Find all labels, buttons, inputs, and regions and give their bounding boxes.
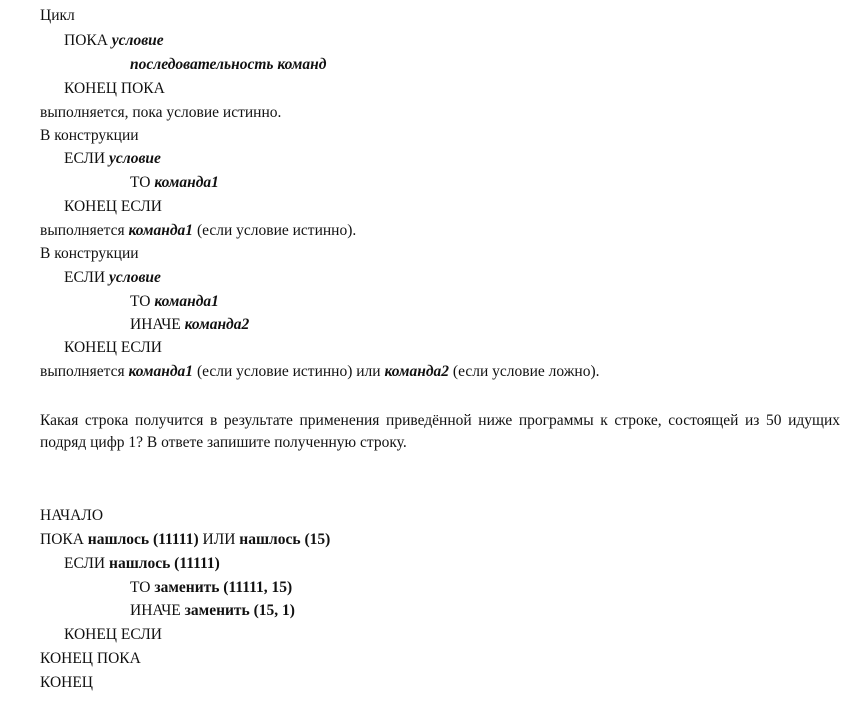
loop-body-line: последовательность команд (130, 56, 327, 73)
if2-intro: В конструкции (40, 245, 139, 262)
program-end-if: КОНЕЦ ЕСЛИ (64, 626, 163, 643)
if2-description: выполняется команда1 (если условие истинно) или команда2 (если условие ложно). (40, 363, 600, 380)
if1-description: выполняется команда1 (если условие истинно). (40, 222, 357, 239)
loop-description: выполняется, пока условие истинно. (40, 104, 282, 121)
if2-end-line: КОНЕЦ ЕСЛИ (64, 339, 163, 356)
program-then-line: ТО заменить (11111, 15) (130, 579, 293, 596)
program-if-line: ЕСЛИ нашлось (11111) (64, 555, 220, 572)
loop-intro: Цикл (40, 7, 75, 24)
if2-then-line: ТО команда1 (130, 293, 219, 310)
program-end-while: КОНЕЦ ПОКА (40, 650, 141, 667)
if1-end-line: КОНЕЦ ЕСЛИ (64, 198, 163, 215)
if2-if-line: ЕСЛИ условие (64, 269, 161, 286)
program-while-line: ПОКА нашлось (11111) ИЛИ нашлось (15) (40, 531, 331, 548)
if2-else-line: ИНАЧЕ команда2 (130, 316, 250, 333)
keyword: ПОКА (64, 32, 108, 49)
program-end: КОНЕЦ (40, 674, 94, 691)
question-text: Какая строка получится в результате применения приведённой ниже программы к строке, состоящей из 50 идущих подряд цифр 1? В ответе запишите полученную строку. (40, 412, 840, 451)
loop-end-line: КОНЕЦ ПОКА (64, 80, 165, 97)
placeholder-condition: условие (111, 32, 164, 49)
loop-while-line (64, 30, 164, 52)
program-else-line: ИНАЧЕ заменить (15, 1) (130, 602, 295, 619)
if1-if-line: ЕСЛИ условие (64, 150, 161, 167)
if1-then-line: ТО команда1 (130, 174, 219, 191)
program-begin: НАЧАЛО (40, 507, 104, 524)
if1-intro: В конструкции (40, 127, 139, 144)
